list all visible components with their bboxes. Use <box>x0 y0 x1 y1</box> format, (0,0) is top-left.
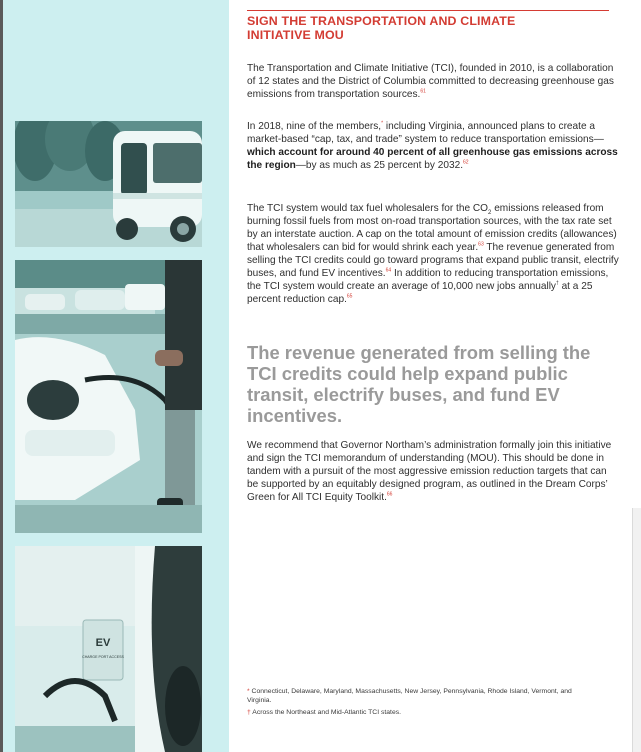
ev-charging-photo <box>15 260 202 533</box>
footnote-ref: 66 <box>386 491 393 498</box>
footnote-text: Connecticut, Delaware, Maryland, Massachusetts, New Jersey, Pennsylvania, Rhode Island, Vermont, and Virginia. <box>247 688 572 704</box>
paragraph-2018-announcement <box>247 120 619 172</box>
footnote-star <box>247 687 597 705</box>
paragraph-text: We recommend that Governor Northam’s administration formally join this initiative and sign the TCI memorandum of understanding (MOU). This should be done in tandem with a pursuit of the most aggressive emission reduction targets that can be supported by an equitably designed program, as outlined in the Dream Corps’ Green for All TCI Equity Toolkit. <box>247 440 612 503</box>
paragraph-text: at a 25 percent reduction cap. <box>247 281 593 305</box>
charge-port-sign <box>83 620 123 680</box>
dagger-mark: † <box>555 280 559 287</box>
bus-charger-photo <box>15 546 202 752</box>
paragraph-text: The Transportation and Climate Initiative (TCI), founded in 2010, is a collaboration of 12 states and the District of Columbia committed to decreasing greenhouse gas emissions from transportation sources. <box>247 63 614 100</box>
scrollbar-track[interactable] <box>632 508 641 752</box>
charger-sub-label: CHARGE PORT ACCESS <box>82 655 124 659</box>
charger-label: EV <box>95 637 111 649</box>
footnote-dagger <box>247 708 597 717</box>
paragraph-tci-intro <box>247 62 619 101</box>
pull-quote: The revenue generated from selling the TCI credits could help expand public transit, electrify buses, and fund EV incentives. <box>247 342 591 426</box>
subscript-2: 2 <box>488 210 492 217</box>
paragraph-tci-system <box>247 202 619 306</box>
paragraph-bold-text: which account for around 40 percent of all greenhouse gas emissions across the region <box>247 147 618 171</box>
footnote-ref: 63 <box>478 241 484 248</box>
paragraph-text: In addition to reducing transportation emissions, the TCI system would create an average of 10,000 new jobs annually <box>247 268 609 292</box>
asterisk-mark: * <box>247 688 250 695</box>
paragraph-text: In 2018, nine of the members, <box>247 121 382 132</box>
electric-bus-photo <box>15 121 202 247</box>
paragraph-text: The revenue generated from selling the TCI credits could go toward programs that expand public transit, electrify buses, and fund EV incentives. <box>247 242 619 279</box>
section-heading: SIGN THE TRANSPORTATION AND CLIMATE INITIATIVE MOU <box>247 14 516 42</box>
paragraph-text: —by as much as 25 percent by 2032. <box>295 160 463 171</box>
paragraph-text: emissions released from burning fossil fuels from most on-road transportation sources, with the tax rate set by an interstate auction. A cap on the total amount of emission credits (allowances) that wholesalers can bid for would shrink each year. <box>247 203 617 253</box>
footnotes <box>247 687 597 720</box>
paragraph-text: including Virginia, announced plans to create a market-based “cap, tax, and trade” system to reduce transportation emissions— <box>247 121 604 145</box>
footnote-ref: 62 <box>463 159 469 166</box>
asterisk-mark: * <box>381 120 384 127</box>
footnote-ref: 61 <box>420 88 426 95</box>
footnote-ref: 64 <box>385 267 392 274</box>
paragraph-recommendation <box>247 439 619 504</box>
footnote-text: Across the Northeast and Mid-Atlantic TCI states. <box>250 709 402 716</box>
paragraph-text: The TCI system would tax fuel wholesalers for the CO <box>247 203 489 214</box>
person-shirt <box>165 260 202 410</box>
person-jeans <box>165 410 195 505</box>
footnote-ref: 65 <box>346 293 353 300</box>
heading-rule <box>247 10 609 11</box>
dagger-mark: † <box>247 709 251 716</box>
